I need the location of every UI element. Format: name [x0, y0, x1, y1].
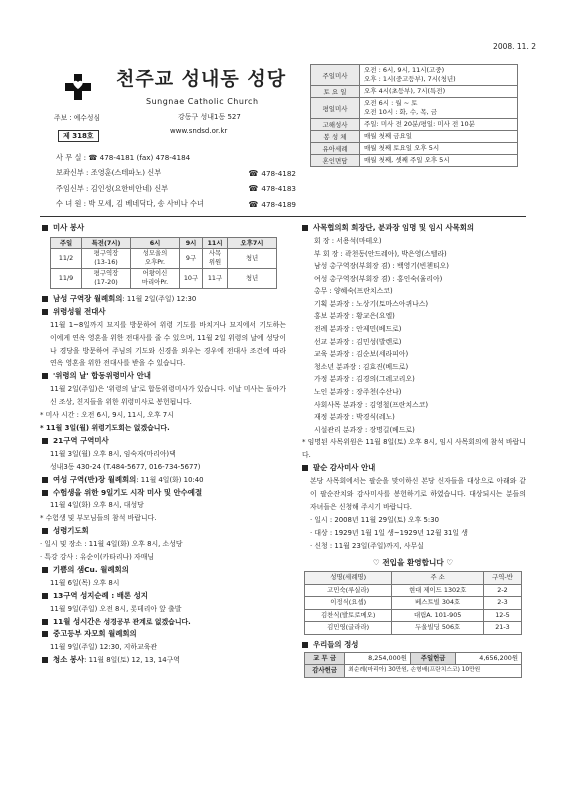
list-item: 회 장 : 서용석(마테오) — [314, 236, 382, 245]
offering-table — [304, 652, 522, 678]
section-heading: 미사 봉사 — [40, 222, 286, 235]
list-item: 전례 분과장 : 안제민(베드로) — [314, 325, 402, 334]
table-row: 김민영(글라라) 두울빌딩 506호 21-3 — [305, 622, 522, 635]
contact-row — [56, 150, 296, 166]
section-text: · 특강 강사 : 유순이(카타리나) 자매님 — [40, 553, 155, 562]
square-bullet-icon — [42, 593, 48, 599]
contact-value: 박 모세, 김 베네딕다, 송 사비나 수녀 — [88, 199, 204, 209]
schedule-label: 유아세례 — [311, 143, 360, 155]
list-item: 청소년 분과장 : 김효진(베드로) — [314, 362, 409, 371]
section-text: 본당 사목회에서는 팔순을 맞이하신 본당 신자들을 대상으로 아래와 같이 팔순잔치와 감사미사를 봉헌하기로 하였습니다. 대상되시는 분들의 자녀들은 신청해 주시기 바랍니다. — [310, 477, 526, 511]
issue-date: 2008. 11. 2 — [493, 42, 536, 51]
contact-value: ☎ 478-4181 (fax) 478-4184 — [88, 152, 191, 162]
square-bullet-icon — [302, 225, 308, 231]
square-bullet-icon — [42, 619, 48, 625]
table-row: 이정식(요셉) 베스트빌 304호 2-3 — [305, 597, 522, 610]
square-bullet-icon — [42, 438, 48, 444]
section-heading: '위령의 날' 합동위령미사 안내 — [40, 370, 286, 383]
section-heading: 수험생을 위한 9일기도 시작 미사 및 안수예절 — [40, 487, 286, 500]
section-text: 11월 9일(주일) 오전 8시, 롯데리아 앞 출발 — [50, 604, 182, 613]
schedule-value: 매월 첫째, 셋째 주일 오후 5시 — [360, 155, 518, 167]
list-item: 노인 분과장 : 장주천(수산나) — [314, 388, 402, 397]
section-heading: 위령성월 전대사 — [40, 306, 286, 319]
contact-label: 주임신부 : — [56, 183, 89, 193]
table-row: 11/9 평구역장 (17-20) 어왕이신 마리아Pr. 10구 11구 청년 — [51, 268, 277, 288]
schedule-value: 오전 : 6시, 9시, 11시(고중) 오후 : 1시(중고등부), 7시(청년) — [360, 65, 518, 86]
section-heading: 13구역 성지순례 : 배론 성지 — [40, 590, 286, 603]
square-bullet-icon — [302, 465, 308, 471]
square-bullet-icon — [42, 296, 48, 302]
section-heading: 11월 성시간 은 성경공부 관계로 없겠습니다. — [40, 616, 286, 629]
section-note: * 수험생 및 부모님들의 참석 바랍니다. — [40, 514, 157, 523]
right-column — [300, 222, 526, 678]
contact-value: 조영훈(스테파노) 신부 — [90, 168, 162, 178]
section-heading: 팔순 감사미사 안내 — [300, 462, 526, 475]
square-bullet-icon — [42, 567, 48, 573]
welcome-title: ♡ 전입을 환영합니다 ♡ — [372, 557, 454, 567]
phone-icon: ☎ — [248, 168, 259, 178]
list-item: 시설관리 분과장 : 장명길(베드로) — [314, 425, 415, 434]
schedule-value: 오후 4시(초등부), 7시(특전) — [360, 86, 518, 98]
square-bullet-icon — [42, 309, 48, 315]
schedule-value: 매월 첫째 토요일 오후 5시 — [360, 143, 518, 155]
contact-phone: 478-4183 — [261, 184, 296, 194]
contact-phone: 478-4182 — [261, 168, 296, 178]
section-heading: 성령기도회 — [40, 525, 286, 538]
section-heading: 중고등부 자모회 월례회의 — [40, 628, 286, 641]
schedule-row — [311, 86, 518, 98]
section-text: 11월 2일(주일)은 '위령의 날'로 합동위령미사가 있습니다. 이날 미사는 돌아가신 조상, 친지들을 위한 위령미사로 봉헌됩니다. — [50, 385, 286, 407]
section-text: 성내3동 430-24 (T.484-5677, 016-734-5677) — [50, 462, 201, 471]
contact-list — [56, 150, 296, 212]
schedule-value: 주일: 미사 전 20분/평일: 미사 전 10분 — [360, 119, 518, 131]
schedule-value: 매월 첫째 금요일 — [360, 131, 518, 143]
church-logo-icon — [64, 73, 92, 101]
section-heading: 기쁨의 샘Cu. 월례회의 — [40, 564, 286, 577]
square-bullet-icon — [302, 642, 308, 648]
contact-label: 수 녀 원 : — [56, 199, 87, 209]
section-text: 11월 3일(월) 오후 8시, 임숙자(마리아)댁 — [50, 449, 176, 458]
schedule-label: 평일미사 — [311, 98, 360, 119]
welcome-table: 성명(세례명) 주 소 구역-반 고민숙(루실라) 현대 제이드 1302호 2-2 이정식(요셉) 베스트빌 304호 2-3 김찬식(발토로메오) 대림A. 101-905 12-5 김민영(글라라) 두울빌딩 506호 21-3 — [304, 571, 522, 635]
contact-row — [56, 197, 296, 213]
contact-label: 보좌신부 : — [56, 168, 89, 178]
church-english-name: Sungnae Catholic Church — [146, 97, 259, 106]
schedule-label: 봉 성 체 — [311, 131, 360, 143]
contact-value: 김인성(요한비안네) 신부 — [90, 183, 169, 193]
schedule-row — [311, 65, 518, 86]
square-bullet-icon — [42, 528, 48, 534]
table-row: 김찬식(발토로메오) 대림A. 101-905 12-5 — [305, 609, 522, 622]
mass-service-table: 주일 특전(7시) 6시 9시 11시 오후7시 11/2 평구역장 (13-16) 성모울의 오후Pr. 9구 사목 위원 청년 11/9 평구역장 (17-20) 어왕이신 마리아Pr. 10구 11구 청년 — [50, 237, 277, 289]
section-text: · 신청 : 11월 23일(주일)까지, 사무실 — [310, 541, 424, 550]
table-row: 교 무 금 8,254,000원 주일헌금 4,656,200원 — [305, 652, 522, 665]
schedule-label: 주일미사 — [311, 65, 360, 86]
square-bullet-icon — [42, 490, 48, 496]
schedule-row — [311, 98, 518, 119]
issue-number: 제 318호 — [58, 130, 99, 142]
section-heading: 21구역 구역미사 — [40, 435, 286, 448]
church-title: 천주교 성내동 성당 — [116, 68, 287, 90]
list-item: 기획 분과장 : 노상기(토마스아퀴나스) — [314, 299, 429, 308]
section-text: 11월 6일(목) 오후 8시 — [50, 578, 120, 587]
website-link[interactable]: www.sndsd.or.kr — [170, 127, 228, 135]
patron-label: 주보 : 예수성심 — [54, 114, 101, 122]
section-heading: 청소 봉사 : 11월 8일(토) 12, 13, 14구역 — [40, 654, 286, 667]
list-item: 사회사목 분과장 : 김영철(프란치스코) — [314, 400, 429, 409]
council-roles — [300, 235, 526, 437]
contact-row — [56, 181, 296, 197]
square-bullet-icon — [42, 373, 48, 379]
section-note: * 미사 시간 : 오전 6시, 9시, 11시, 오후 7시 — [40, 411, 174, 420]
list-item: 재정 분과장 : 박경식(레노) — [314, 413, 395, 422]
section-heading: 남성 구역장 월례회의 : 11월 2일(주일) 12:30 — [40, 293, 286, 306]
schedule-row — [311, 119, 518, 131]
schedule-value: 오전 6시 : 월 ~ 토 오전 10시 : 화, 수, 목, 금 — [360, 98, 518, 119]
list-item: 남성 총구역장(부회장 겸) : 백영기(빈첸티오) — [314, 262, 449, 271]
church-address: 강동구 성내1동 527 — [178, 113, 241, 121]
list-item: 가정 분과장 : 김경의(그레고리오) — [314, 375, 415, 384]
table-row: 감사헌금 최순례(마리아) 30만원, 손형배(프란치스코) 10만원 — [305, 665, 522, 678]
phone-icon: ☎ — [248, 199, 259, 209]
table-row: 11/2 평구역장 (13-16) 성모울의 오후Pr. 9구 사목 위원 청년 — [51, 248, 277, 268]
schedule-label: 토 요 일 — [311, 86, 360, 98]
section-text: · 대상 : 1929년 1월 1일 생~1929년 12월 31일 생 — [310, 528, 468, 537]
section-heading: 사목협의회 회장단, 분과장 임명 및 임시 사목회의 — [300, 222, 526, 235]
square-bullet-icon — [42, 657, 48, 663]
square-bullet-icon — [42, 477, 48, 483]
section-text: 11월 1~8일까지 묘지를 방문하여 위령 기도를 바치거나 묘지에서 기도하는 이에게 연옥 영혼을 위한 전대사를 줄 수 있으며, 11월 2일 위령의 날에 성당이나 경당을 방문하여 주님의 기도와 신경을 외우는 경우에 전대사 조건에 따라 연옥 영혼을 위한 전대사를 받을 수 있습니다. — [50, 320, 286, 368]
list-item: 선교 분과장 : 김민성(발렌로) — [314, 337, 402, 346]
table-row: 고민숙(루실라) 현대 제이드 1302호 2-2 — [305, 584, 522, 597]
list-item: 총무 : 양혜숙(프란치스코) — [314, 287, 393, 296]
list-item: 홍보 분과장 : 황교은(요엘) — [314, 312, 395, 321]
schedule-label: 혼인면담 — [311, 155, 360, 167]
schedule-row — [311, 155, 518, 167]
square-bullet-icon — [42, 631, 48, 637]
section-text: · 일시 : 2008년 11월 29일(토) 오후 5:30 — [310, 515, 440, 524]
square-bullet-icon — [42, 225, 48, 231]
section-text: · 일시 및 장소 : 11월 4일(화) 오후 8시, 소성당 — [40, 540, 183, 549]
section-heading: 여성 구역(반)장 월례회의 : 11월 4일(화) 10:40 — [40, 474, 286, 487]
contact-label: 사 무 실 : — [56, 152, 87, 162]
left-column — [40, 222, 286, 667]
header-divider — [40, 216, 526, 217]
list-item: 교육 분과장 : 김순보(세라피아) — [314, 350, 409, 359]
section-note: * 임명된 사목위원은 11월 8일(토) 오후 8시, 임시 사목회의에 참석 바랍니다. — [302, 438, 526, 460]
contact-row — [56, 166, 296, 182]
mass-schedule-table — [310, 64, 518, 167]
phone-icon: ☎ — [248, 184, 259, 194]
list-item: 여성 총구역장(부회장 겸) : 홍인숙(율리아) — [314, 274, 443, 283]
schedule-label: 고해성사 — [311, 119, 360, 131]
section-heading: 우리들의 정성 — [300, 639, 526, 652]
list-item: 부 회 장 : 곽천동(안드레아), 박은영(스텔라) — [314, 249, 447, 258]
schedule-row — [311, 143, 518, 155]
schedule-row — [311, 131, 518, 143]
section-text: 11월 4일(화) 오후 8시, 대성당 — [50, 501, 144, 510]
contact-phone: 478-4189 — [261, 199, 296, 209]
section-note: * 11월 3일(월) 위령기도회는 없겠습니다. — [40, 423, 170, 432]
section-text: 11월 9일(주일) 12:30, 지하교육관 — [50, 643, 158, 652]
